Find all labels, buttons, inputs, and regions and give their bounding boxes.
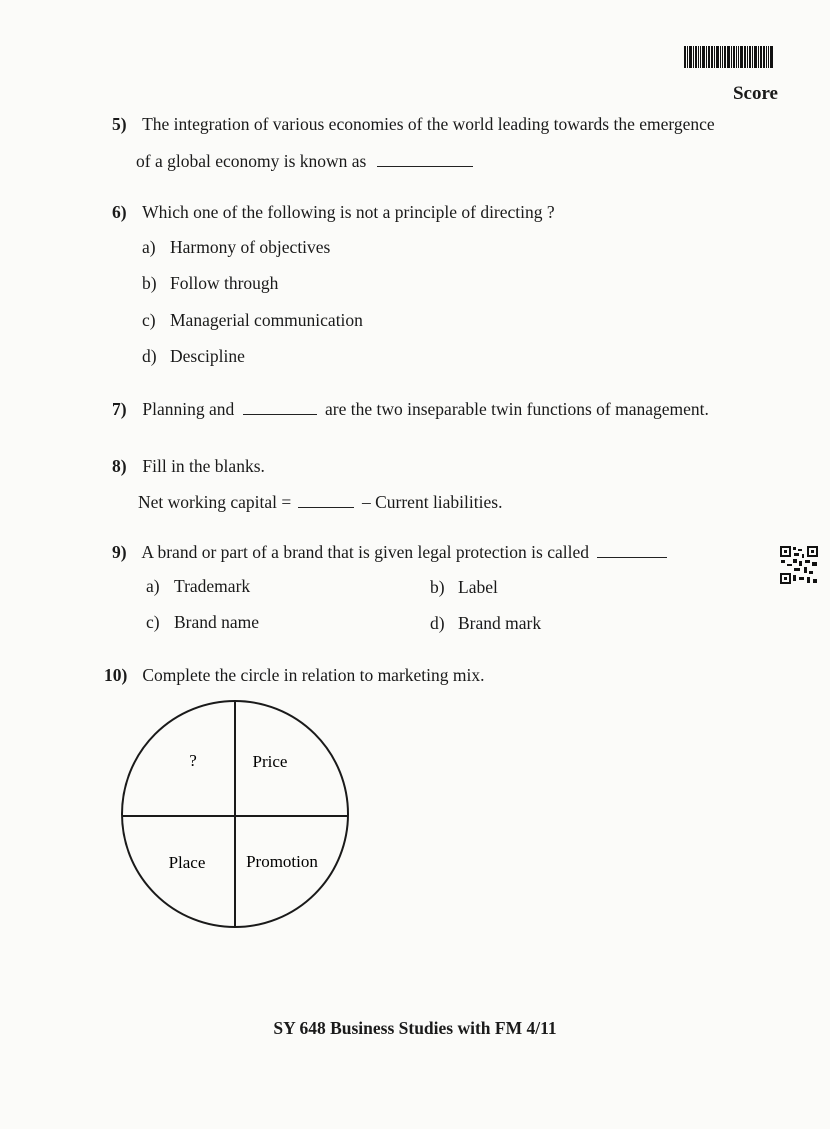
segment-unknown[interactable]: ?: [189, 751, 197, 770]
option-letter: b): [430, 577, 445, 597]
question-text: Complete the circle in relation to marketing mix.: [142, 665, 485, 685]
question-9: [112, 540, 667, 564]
marketing-mix-circle: [118, 698, 354, 930]
q9-option-c[interactable]: [146, 612, 259, 633]
answer-blank[interactable]: [377, 152, 473, 167]
q9-option-d[interactable]: [430, 613, 541, 634]
option-text: Label: [458, 577, 498, 597]
question-number: 7): [112, 399, 127, 419]
question-number: 9): [112, 542, 127, 562]
q6-option-a[interactable]: [142, 237, 330, 258]
answer-blank[interactable]: [243, 400, 317, 415]
option-text: Managerial communication: [170, 310, 363, 330]
q9-option-a[interactable]: [146, 576, 250, 597]
question-5: [112, 112, 715, 136]
equation-after: – Current liabilities.: [361, 492, 503, 512]
question-7: [112, 397, 709, 421]
option-text: Descipline: [170, 346, 245, 366]
answer-blank[interactable]: [298, 493, 354, 508]
answer-blank[interactable]: [597, 543, 667, 558]
option-text: Follow through: [170, 273, 279, 293]
page-footer: SY 648 Business Studies with FM 4/11: [273, 1018, 557, 1038]
option-letter: d): [430, 613, 445, 633]
question-text: A brand or part of a brand that is given legal protection is called: [141, 542, 589, 562]
qr-code: [779, 545, 819, 585]
option-letter: c): [142, 310, 156, 330]
question-text: Which one of the following is not a principle of directing ?: [142, 202, 555, 222]
question-number: 10): [104, 665, 128, 685]
q6-option-b[interactable]: [142, 273, 278, 294]
score-label: Score: [732, 83, 778, 104]
option-letter: b): [142, 273, 157, 293]
question-10: [104, 663, 485, 687]
option-letter: d): [142, 346, 157, 366]
question-text: The integration of various economies of the world leading towards the emergence: [142, 114, 715, 134]
question-text: of a global economy is known as: [136, 151, 367, 171]
question-text: Fill in the blanks.: [142, 456, 265, 476]
question-number: 5): [112, 114, 127, 134]
option-letter: a): [142, 237, 156, 257]
equation-before: Net working capital =: [138, 492, 292, 512]
segment-place: Place: [168, 853, 206, 872]
question-number: 6): [112, 202, 127, 222]
q9-option-b[interactable]: [430, 577, 498, 598]
option-letter: c): [146, 612, 160, 632]
option-text: Trademark: [174, 576, 251, 596]
barcode: [684, 46, 790, 68]
segment-price: Price: [252, 752, 288, 771]
option-text: Harmony of objectives: [170, 237, 331, 257]
question-text-after: are the two inseparable twin functions of management.: [325, 399, 709, 419]
option-text: Brand name: [174, 612, 260, 632]
option-text: Brand mark: [458, 613, 542, 633]
question-number: 8): [112, 456, 127, 476]
question-6: [112, 200, 555, 224]
question-text-before: Planning and: [142, 399, 235, 419]
q6-option-c[interactable]: [142, 310, 363, 331]
option-letter: a): [146, 576, 160, 596]
segment-promotion: Promotion: [246, 852, 318, 871]
question-5-line2: [136, 149, 473, 173]
question-8: [112, 454, 265, 478]
question-8-equation: [138, 490, 502, 514]
q6-option-d[interactable]: [142, 346, 245, 367]
